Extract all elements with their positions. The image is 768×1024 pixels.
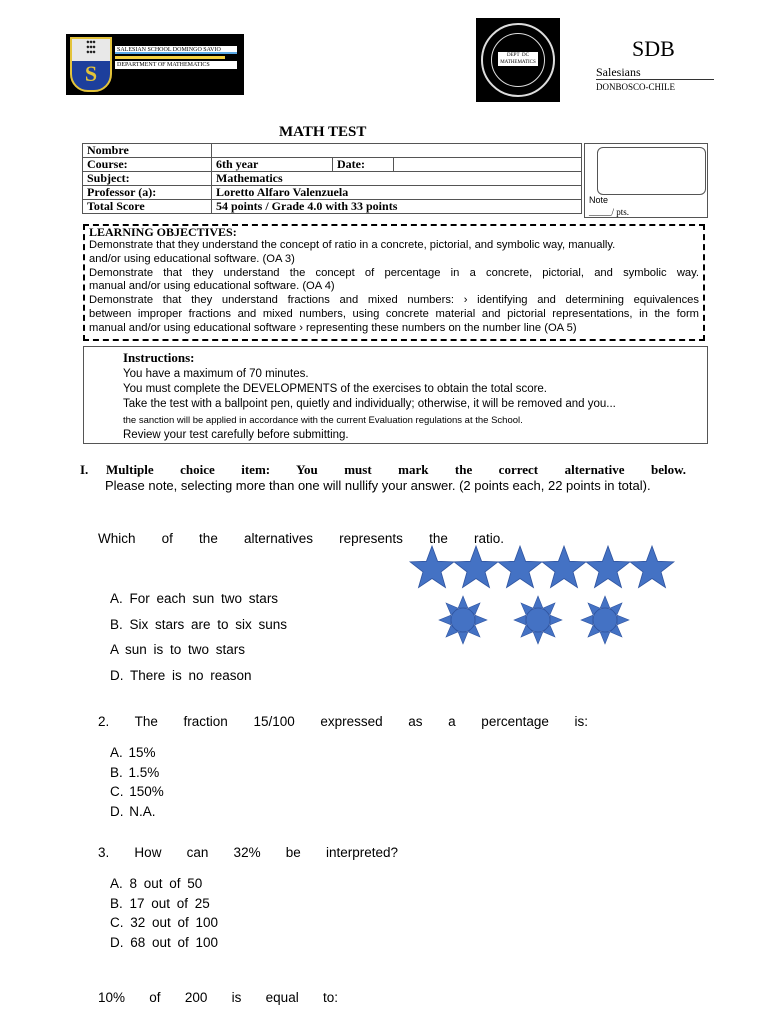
question-4-text: 10% of 200 is equal to: xyxy=(98,990,338,1005)
section-number: I. xyxy=(80,462,89,477)
option-d[interactable]: D. There is no reason xyxy=(110,667,252,683)
date-field[interactable] xyxy=(394,158,582,172)
salesians-text: Salesians xyxy=(596,65,641,79)
star-shape xyxy=(586,546,630,588)
instructions-box xyxy=(83,346,708,444)
nombre-label: Nombre xyxy=(83,144,212,158)
section-1-header xyxy=(80,462,686,494)
student-info-table xyxy=(82,143,582,214)
star-shape xyxy=(630,546,674,588)
subject-label: Subject: xyxy=(83,172,212,186)
table-row xyxy=(83,186,582,200)
professor-label: Professor (a): xyxy=(83,186,212,200)
professor-value: Loretto Alfaro Valenzuela xyxy=(212,186,582,200)
learning-objectives xyxy=(83,224,705,341)
page-title: MATH TEST xyxy=(279,124,367,140)
objective-line: manual and/or using educational software. (OA 4) xyxy=(89,280,335,293)
option-a[interactable]: A. 8 out of 50 xyxy=(110,876,203,891)
instruction-line: You have a maximum of 70 minutes. xyxy=(123,368,309,380)
sdb-text: SDB xyxy=(632,36,675,61)
date-label: Date: xyxy=(333,158,394,172)
objectives-heading: LEARNING OBJECTIVES: xyxy=(89,225,237,239)
option-b[interactable]: B. Six stars are to six suns xyxy=(110,616,288,632)
seal-dept-label: DEPT xyxy=(507,53,520,58)
question-3-options xyxy=(110,874,218,952)
department-seal xyxy=(476,18,560,102)
school-name-label: SALESIAN SCHOOL DOMINGO SAVIO xyxy=(115,46,237,54)
option-b[interactable]: B. 1.5% xyxy=(110,764,160,780)
option-c[interactable]: C. 32 out of 100 xyxy=(110,915,219,930)
instruction-line: the sanction will be applied in accordance with the current Evaluation regulations at the School. xyxy=(123,414,523,426)
instruction-line: Take the test with a ballpoint pen, quietly and individually; otherwise, it will be removed and you... xyxy=(123,398,616,411)
objective-line: Demonstrate that they understand fractions and mixed numbers: › identifying and determining equivalences xyxy=(89,294,699,307)
question-3-text: 3. How can 32% be interpreted? xyxy=(98,845,398,860)
star-shape xyxy=(498,546,542,588)
option-d[interactable]: D. N.A. xyxy=(110,803,156,819)
course-value: 6th year xyxy=(212,158,333,172)
total-score-value: 54 points / Grade 4.0 with 33 points xyxy=(212,200,582,214)
option-c[interactable]: A sun is to two stars xyxy=(110,642,246,657)
question-1-options xyxy=(110,586,287,688)
instruction-line: You must complete the DEVELOPMENTS of the exercises to obtain the total score. xyxy=(123,383,548,396)
school-shield: ◆◆◆ ◆◆◆ ◆◆◆ S xyxy=(70,37,112,92)
objective-line: and/or using educational software. (OA 3) xyxy=(89,252,295,265)
school-logo xyxy=(66,34,244,95)
sun-shape xyxy=(581,596,629,644)
seal-math-label: MATHEMATICS xyxy=(500,60,536,65)
sun-shape xyxy=(439,596,487,644)
sun-shape xyxy=(514,596,562,644)
seal-dc-label: DC xyxy=(522,53,529,58)
star-shape xyxy=(542,546,586,588)
stars-suns-figure xyxy=(408,540,678,650)
objective-line: Demonstrate that they understand the concept of percentage in a concrete, pictorial, and symbolic way. xyxy=(89,266,699,279)
grade-field[interactable] xyxy=(597,147,706,195)
objective-line: Demonstrate that they understand the concept of ratio in a concrete, pictorial, and symbolic way, manually. xyxy=(89,239,616,251)
objective-line: manual and/or using educational software › representing these numbers on the number line (OA 5) xyxy=(89,321,577,334)
nombre-field[interactable] xyxy=(212,144,582,158)
option-c[interactable]: C. 150% xyxy=(110,784,164,799)
subject-value: Mathematics xyxy=(212,172,582,186)
question-2-text: 2. The fraction 15/100 expressed as a percentage is: xyxy=(98,714,588,729)
option-d[interactable]: D. 68 out of 100 xyxy=(110,934,219,950)
option-b[interactable]: B. 17 out of 25 xyxy=(110,895,210,911)
donbosco-text: DONBOSCO-CHILE xyxy=(596,82,676,92)
instructions-heading: Instructions: xyxy=(123,350,195,365)
question-2-options xyxy=(110,743,164,821)
table-row xyxy=(83,172,582,186)
note-label: Note xyxy=(589,195,609,205)
section-heading: Multiple choice item: You must mark the correct alternative below. xyxy=(106,462,686,477)
total-score-label: Total Score xyxy=(83,200,212,214)
instruction-line: Review your test carefully before submitting. xyxy=(123,428,349,441)
table-row xyxy=(83,144,582,158)
points-label: _____/ pts. xyxy=(589,207,630,217)
table-row xyxy=(83,200,582,214)
table-row xyxy=(83,158,582,172)
objective-line: between improper fractions and mixed numbers, using concrete material and pictorial representations, in the form xyxy=(89,307,699,320)
course-label: Course: xyxy=(83,158,212,172)
section-note: Please note, selecting more than one will nullify your answer. (2 points each, 22 points in total). xyxy=(105,478,651,493)
option-a[interactable]: A. For each sun two stars xyxy=(110,591,279,606)
option-a[interactable]: A. 15% xyxy=(110,745,156,760)
sdb-logo xyxy=(596,36,714,96)
star-shape xyxy=(410,546,454,588)
note-box xyxy=(584,143,708,218)
department-label: DEPARTMENT OF MATHEMATICS xyxy=(115,61,237,69)
question-1-text: Which of the alternatives represents the ratio. xyxy=(98,531,504,546)
star-shape xyxy=(454,546,498,588)
